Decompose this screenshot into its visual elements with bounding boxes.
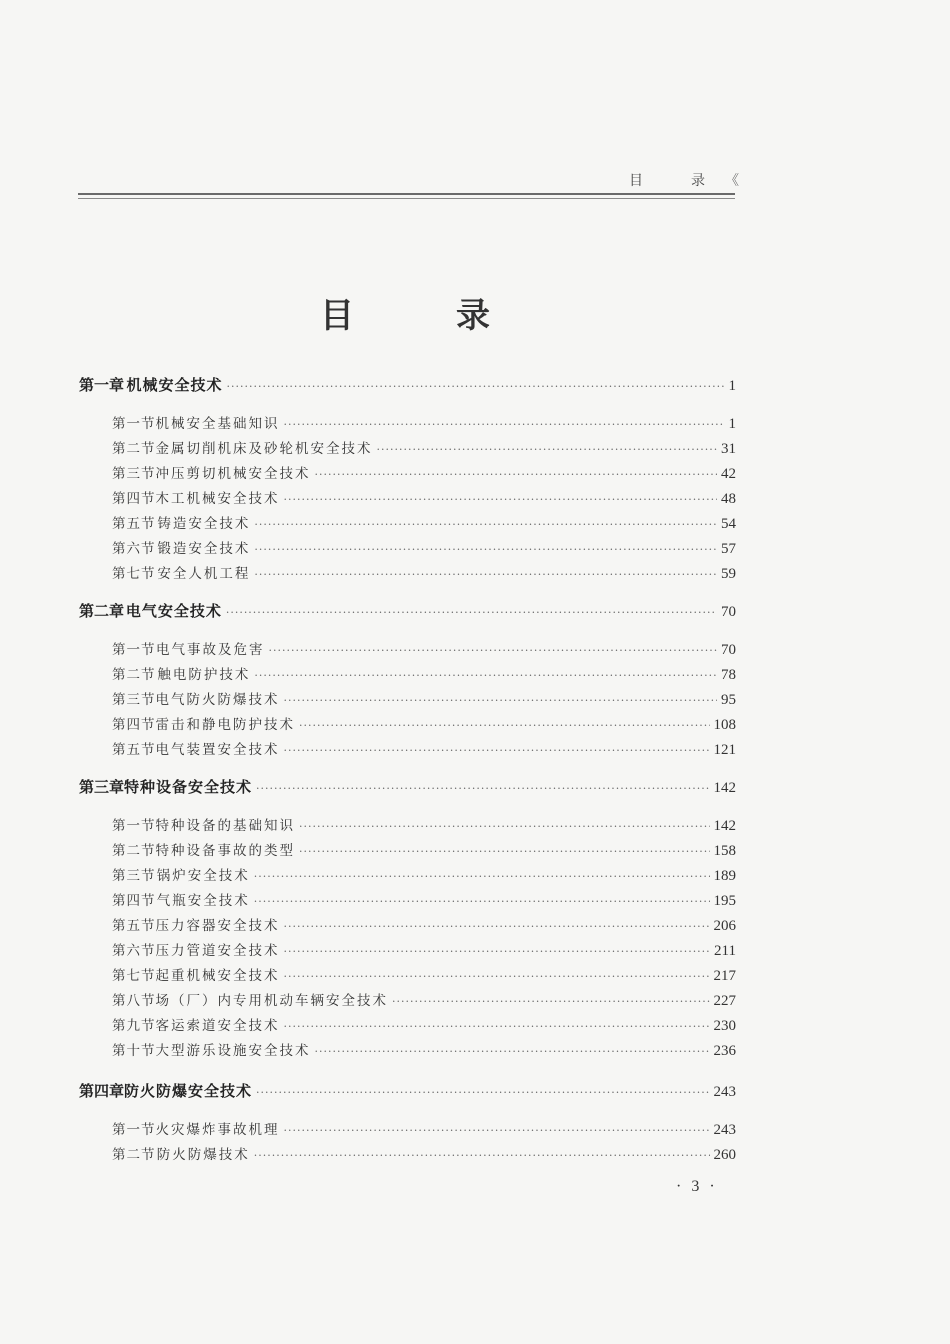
toc-entry-title: 特种设备事故的类型: [155, 843, 295, 859]
toc-entry-title: 场（厂）内专用机动车辆安全技术: [155, 993, 388, 1009]
page-title-char-1: 目: [320, 296, 354, 336]
toc-dot-leader: [254, 543, 717, 556]
toc-entry-title: 安全人机工程: [157, 566, 251, 582]
toc-entry-label: 第四节: [112, 491, 156, 507]
toc-entry-label: 第一节: [112, 642, 156, 658]
toc-entry-page: 95: [721, 692, 736, 708]
toc-dot-leader: [254, 518, 717, 531]
toc-chapter-entry[interactable]: [79, 600, 736, 622]
toc-entry-page: 260: [713, 1147, 736, 1163]
toc-dot-leader: [377, 443, 718, 456]
toc-entry-label: 第四章: [79, 1082, 125, 1100]
toc-entry-label: 第二节: [112, 843, 156, 859]
toc-dot-leader: [284, 744, 710, 757]
toc-dot-leader: [284, 970, 710, 983]
toc-entry-title: 雷击和静电防护技术: [155, 717, 295, 733]
toc-entry-page: 31: [721, 441, 736, 457]
toc-entry-title: 锅炉安全技术: [156, 868, 250, 884]
toc-section-entry[interactable]: [112, 864, 736, 886]
toc-dot-leader: [284, 418, 725, 431]
toc-entry-page: 211: [714, 943, 736, 959]
toc-entry-page: 70: [721, 642, 736, 658]
toc-section-entry[interactable]: [112, 914, 736, 936]
toc-entry-label: 第二章: [79, 602, 125, 620]
toc-dot-leader: [284, 1124, 710, 1137]
toc-entry-page: 189: [713, 868, 736, 884]
toc-dot-leader: [254, 870, 710, 883]
toc-section-entry[interactable]: [112, 487, 736, 509]
running-header-char-1: 目: [629, 173, 691, 189]
toc-dot-leader: [254, 669, 717, 682]
toc-entry-page: 70: [721, 604, 736, 620]
header-rule-thin: [78, 198, 735, 199]
toc-entry-page: 217: [713, 968, 736, 984]
toc-dot-leader: [284, 1020, 710, 1033]
toc-section-entry[interactable]: [112, 713, 736, 735]
toc-section-entry[interactable]: [112, 738, 736, 760]
running-header-char-2: 录: [691, 173, 705, 189]
toc-section-entry[interactable]: [112, 688, 736, 710]
toc-entry-title: 压力管道安全技术: [155, 943, 280, 959]
toc-entry-title: 客运索道安全技术: [155, 1018, 280, 1034]
toc-entry-label: 第五节: [112, 516, 156, 532]
toc-entry-label: 第二节: [112, 667, 156, 683]
toc-entry-page: 227: [713, 993, 736, 1009]
toc-section-entry[interactable]: [112, 1118, 736, 1140]
toc-entry-label: 第三节: [112, 466, 156, 482]
toc-entry-label: 第二节: [112, 441, 156, 457]
toc-dot-leader: [226, 606, 717, 619]
toc-entry-label: 第五节: [112, 918, 156, 934]
toc-chapter-entry[interactable]: [79, 374, 736, 396]
toc-entry-title: 火灾爆炸事故机理: [155, 1122, 280, 1138]
toc-entry-title: 机械安全技术: [126, 376, 223, 394]
toc-entry-title: 电气事故及危害: [156, 642, 265, 658]
toc-dot-leader: [254, 1149, 710, 1162]
toc-dot-leader: [284, 920, 710, 933]
toc-entry-title: 电气防火防爆技术: [155, 692, 280, 708]
toc-entry-page: 59: [721, 566, 736, 582]
toc-section-entry[interactable]: [112, 889, 736, 911]
toc-entry-label: 第五节: [112, 742, 156, 758]
page-number: · 3 ·: [676, 1178, 718, 1195]
toc-entry-page: 42: [721, 466, 736, 482]
toc-dot-leader: [299, 845, 710, 858]
toc-entry-label: 第七节: [112, 566, 156, 582]
toc-dot-leader: [299, 820, 710, 833]
toc-section-entry[interactable]: [112, 814, 736, 836]
toc-section-entry[interactable]: [112, 437, 736, 459]
toc-entry-label: 第一章: [79, 376, 125, 394]
toc-entry-title: 金属切削机床及砂轮机安全技术: [155, 441, 373, 457]
toc-entry-label: 第三节: [112, 692, 156, 708]
toc-entry-page: 230: [713, 1018, 736, 1034]
toc-entry-label: 第一节: [112, 818, 156, 834]
toc-section-entry[interactable]: [112, 839, 736, 861]
running-header-mark: 《: [725, 173, 735, 189]
toc-entry-title: 防火防爆技术: [156, 1147, 250, 1163]
toc-entry-label: 第三章: [79, 778, 125, 796]
toc-section-entry[interactable]: [112, 537, 736, 559]
toc-entry-title: 大型游乐设施安全技术: [155, 1043, 311, 1059]
toc-entry-title: 触电防护技术: [157, 667, 251, 683]
toc-entry-label: 第八节: [112, 993, 156, 1009]
toc-chapter-entry[interactable]: [79, 776, 736, 798]
toc-entry-label: 第九节: [112, 1018, 156, 1034]
toc-entry-page: 57: [721, 541, 736, 557]
toc-section-entry[interactable]: [112, 412, 736, 434]
toc-entry-title: 防火防爆安全技术: [124, 1082, 253, 1100]
header-rule-thick: [78, 193, 735, 195]
toc-dot-leader: [315, 1045, 710, 1058]
toc-entry-page: 158: [713, 843, 736, 859]
toc-dot-leader: [254, 568, 717, 581]
toc-entry-title: 特种设备的基础知识: [155, 818, 295, 834]
toc-entry-page: 195: [713, 893, 736, 909]
toc-section-entry[interactable]: [112, 964, 736, 986]
running-header: [78, 168, 735, 192]
toc-entry-label: 第六节: [112, 541, 156, 557]
toc-dot-leader: [254, 895, 710, 908]
toc-entry-page: 121: [713, 742, 736, 758]
page-title-char-2: 录: [456, 296, 490, 336]
toc-entry-page: 243: [713, 1084, 736, 1100]
toc-entry-label: 第四节: [112, 717, 156, 733]
toc-section-entry[interactable]: [112, 1143, 736, 1165]
toc-entry-label: 第二节: [112, 1147, 156, 1163]
toc-section-entry[interactable]: [112, 663, 736, 685]
toc-entry-label: 第一节: [112, 416, 156, 432]
toc-entry-page: 142: [713, 818, 736, 834]
toc-section-entry[interactable]: [112, 1014, 736, 1036]
toc-dot-leader: [284, 694, 718, 707]
toc-entry-title: 起重机械安全技术: [155, 968, 280, 984]
toc-entry-label: 第十节: [112, 1043, 156, 1059]
toc-entry-title: 铸造安全技术: [157, 516, 251, 532]
toc-entry-label: 第七节: [112, 968, 156, 984]
toc-entry-label: 第四节: [112, 893, 156, 909]
toc-entry-page: 78: [721, 667, 736, 683]
toc-entry-page: 243: [713, 1122, 736, 1138]
toc-dot-leader: [256, 782, 709, 795]
toc-dot-leader: [315, 468, 718, 481]
toc-entry-label: 第六节: [112, 943, 156, 959]
toc-entry-title: 冲压剪切机械安全技术: [155, 466, 311, 482]
toc-entry-page: 206: [713, 918, 736, 934]
toc-dot-leader: [284, 493, 718, 506]
toc-section-entry[interactable]: [112, 512, 736, 534]
toc-dot-leader: [299, 719, 710, 732]
toc-section-entry[interactable]: [112, 562, 736, 584]
toc-dot-leader: [269, 644, 717, 657]
toc-entry-label: 第一节: [112, 1122, 156, 1138]
toc-section-entry[interactable]: [112, 638, 736, 660]
toc-entry-title: 气瓶安全技术: [156, 893, 250, 909]
toc-section-entry[interactable]: [112, 989, 736, 1011]
toc-dot-leader: [284, 945, 711, 958]
toc-section-entry[interactable]: [112, 1039, 736, 1061]
toc-section-entry[interactable]: [112, 462, 736, 484]
toc-entry-label: 第三节: [112, 868, 156, 884]
toc-entry-title: 压力容器安全技术: [155, 918, 280, 934]
toc-entry-page: 108: [713, 717, 736, 733]
toc-entry-page: 1: [728, 416, 736, 432]
toc-entry-title: 木工机械安全技术: [155, 491, 280, 507]
toc-entry-page: 1: [728, 378, 736, 394]
toc-entry-title: 电气装置安全技术: [155, 742, 280, 758]
toc-dot-leader: [392, 995, 710, 1008]
toc-entry-title: 锻造安全技术: [157, 541, 251, 557]
toc-entry-title: 电气安全技术: [125, 602, 222, 620]
running-header-title: [629, 170, 705, 190]
toc-dot-leader: [256, 1086, 709, 1099]
toc-entry-page: 48: [721, 491, 736, 507]
toc-entry-title: 特种设备安全技术: [124, 778, 253, 796]
toc-entry-page: 54: [721, 516, 736, 532]
toc-entry-title: 机械安全基础知识: [155, 416, 280, 432]
toc-dot-leader: [226, 380, 724, 393]
toc-section-entry[interactable]: [112, 939, 736, 961]
toc-entry-page: 236: [713, 1043, 736, 1059]
toc-entry-page: 142: [713, 780, 736, 796]
toc-chapter-entry[interactable]: [79, 1080, 736, 1102]
